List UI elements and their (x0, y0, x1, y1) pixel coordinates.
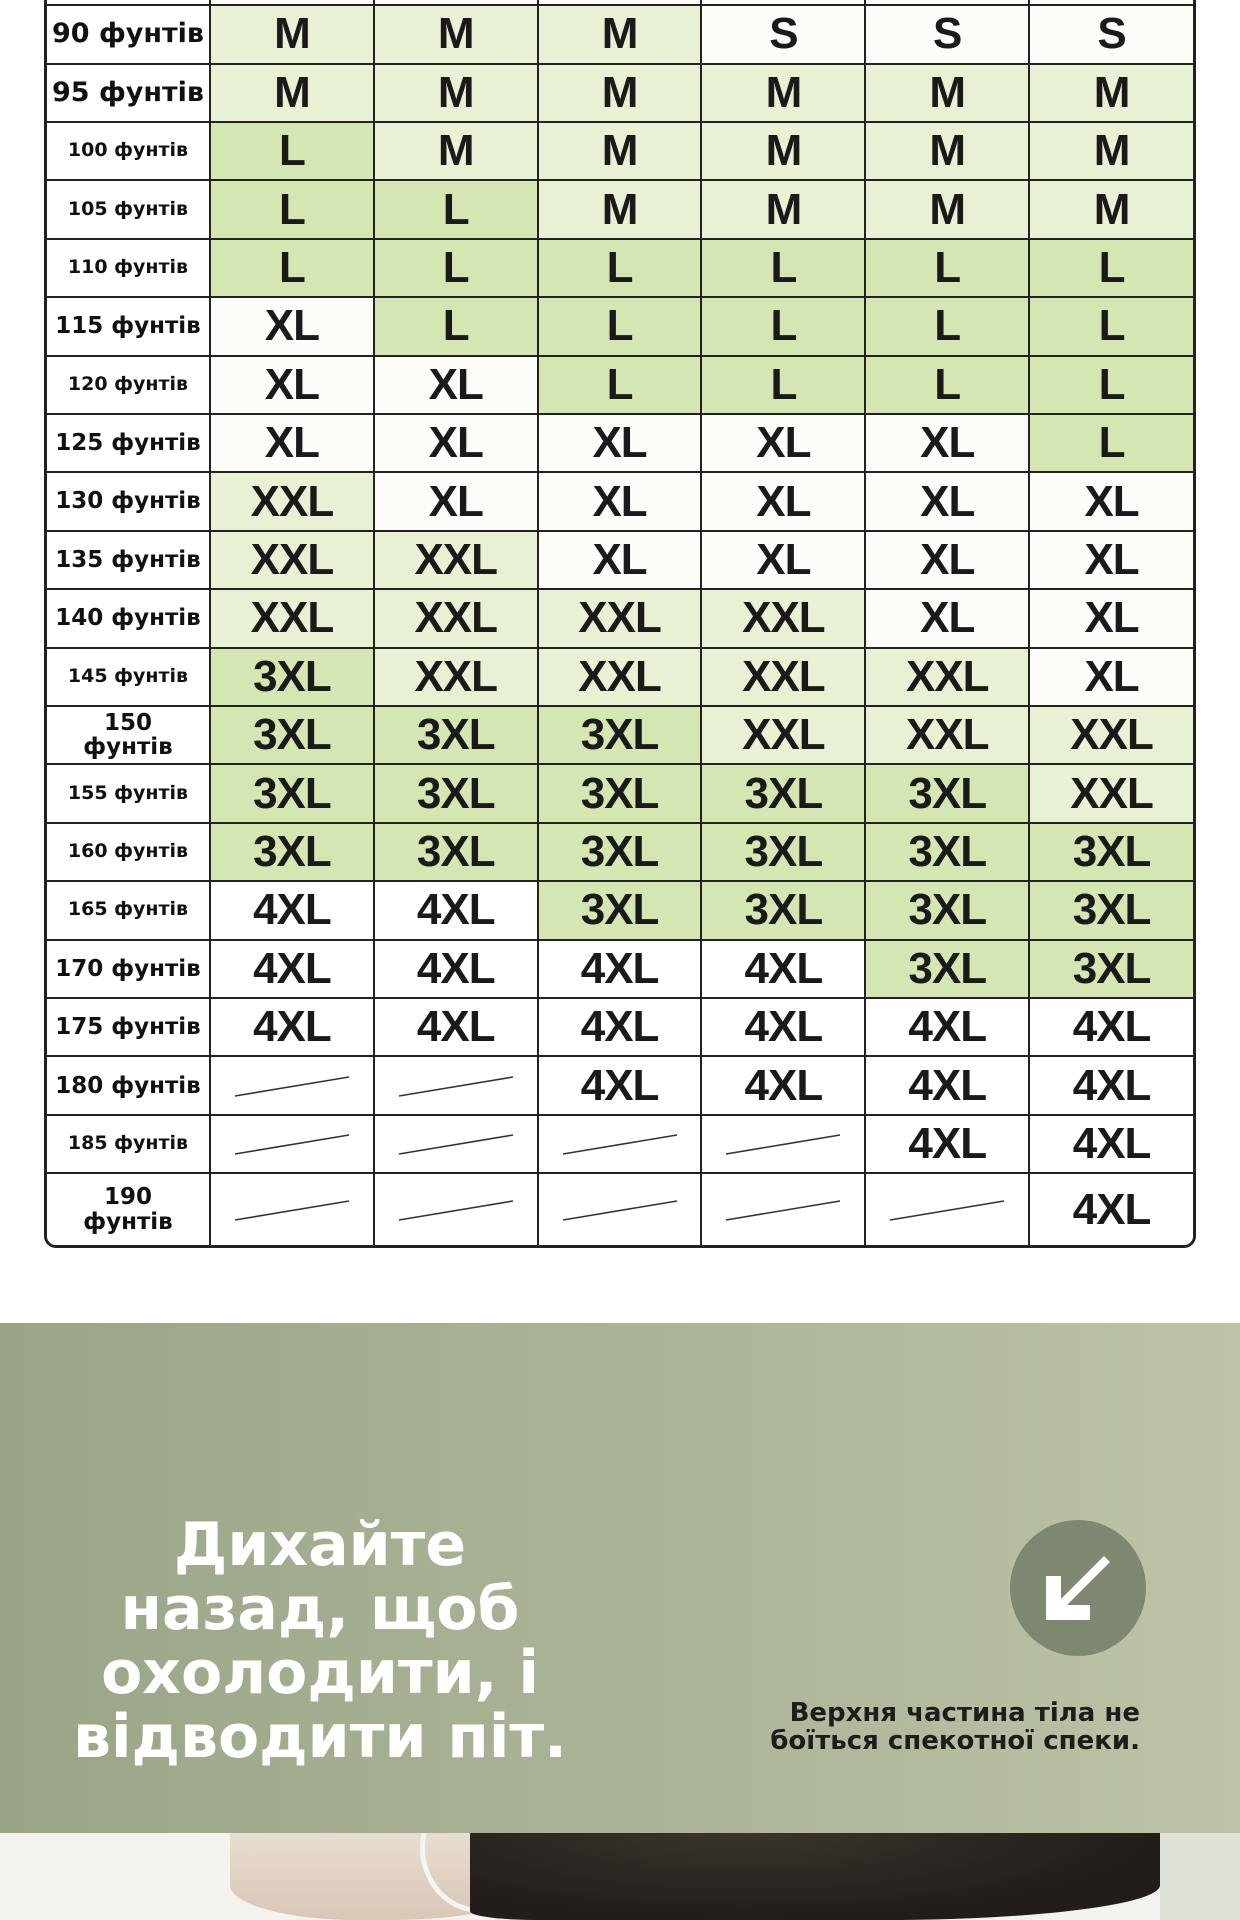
table-row (47, 180, 1193, 238)
size-value: XXL (701, 706, 865, 764)
size-value: L (374, 297, 538, 355)
size-value: 4XL (1029, 1173, 1193, 1245)
size-value: S (865, 5, 1029, 63)
size-value: XL (1029, 472, 1193, 530)
size-value: L (374, 239, 538, 297)
not-available-slash (210, 1056, 374, 1114)
not-available-slash (210, 1115, 374, 1173)
size-value: L (1029, 239, 1193, 297)
size-value: M (701, 122, 865, 180)
size-value: 4XL (210, 881, 374, 939)
size-value: L (538, 356, 702, 414)
size-value: XL (210, 297, 374, 355)
size-value: XXL (210, 531, 374, 589)
size-value: XL (374, 472, 538, 530)
size-value: 4XL (538, 998, 702, 1056)
table-row (47, 531, 1193, 589)
size-value: XL (538, 472, 702, 530)
table-row (47, 414, 1193, 472)
size-value: 4XL (865, 1115, 1029, 1173)
size-value: 3XL (865, 881, 1029, 939)
size-value: XXL (210, 472, 374, 530)
weight-label: 95 фунтів (47, 64, 210, 122)
not-available-slash (538, 1115, 702, 1173)
size-value: 3XL (210, 823, 374, 881)
photo-background (1160, 1833, 1240, 1920)
size-value: M (538, 180, 702, 238)
size-value: 3XL (701, 881, 865, 939)
size-value: M (865, 180, 1029, 238)
size-value: XXL (1029, 764, 1193, 822)
size-value: 3XL (865, 823, 1029, 881)
size-value: 3XL (374, 823, 538, 881)
size-value: XL (1029, 648, 1193, 706)
promo-headline: Дихайте назад, щоб охолодити, і відводити піт. (73, 1510, 567, 1772)
size-value: 3XL (210, 706, 374, 764)
size-value: M (865, 122, 1029, 180)
not-available-slash (374, 1173, 538, 1245)
size-value: M (701, 180, 865, 238)
not-available-slash (701, 1173, 865, 1245)
weight-label: 110 фунтів (47, 239, 210, 297)
size-value: 3XL (865, 764, 1029, 822)
size-value: 3XL (538, 764, 702, 822)
size-value: 3XL (538, 881, 702, 939)
size-value: L (538, 239, 702, 297)
table-row (47, 998, 1193, 1056)
size-value: XL (865, 531, 1029, 589)
size-value: M (1029, 180, 1193, 238)
size-value: 3XL (210, 648, 374, 706)
size-value: XXL (1029, 706, 1193, 764)
weight-label: 180 фунтів (47, 1056, 210, 1114)
size-value: XL (374, 356, 538, 414)
size-value: XL (210, 356, 374, 414)
size-value: L (701, 297, 865, 355)
size-value: 3XL (374, 706, 538, 764)
weight-label: 150 фунтів (47, 706, 210, 764)
size-value: XL (538, 414, 702, 472)
size-value: 3XL (701, 764, 865, 822)
table-row (47, 5, 1193, 63)
size-value: XXL (865, 648, 1029, 706)
size-value: 3XL (210, 764, 374, 822)
size-value: 4XL (1029, 1115, 1193, 1173)
size-value: XXL (865, 706, 1029, 764)
weight-label: 135 фунтів (47, 531, 210, 589)
size-value: 3XL (538, 706, 702, 764)
size-value: M (374, 64, 538, 122)
size-value: M (1029, 64, 1193, 122)
size-value: 4XL (374, 998, 538, 1056)
size-value: M (210, 5, 374, 63)
size-table (47, 0, 1193, 1245)
weight-label: 190 фунтів (47, 1173, 210, 1245)
size-value: 3XL (865, 940, 1029, 998)
size-value: L (865, 356, 1029, 414)
size-value: 3XL (374, 764, 538, 822)
size-value: 3XL (1029, 823, 1193, 881)
size-value: S (1029, 5, 1193, 63)
table-row (47, 1115, 1193, 1173)
table-row (47, 648, 1193, 706)
table-row (47, 881, 1193, 939)
size-value: 4XL (210, 998, 374, 1056)
table-row (47, 589, 1193, 647)
table-row (47, 239, 1193, 297)
size-value: L (701, 356, 865, 414)
weight-label: 130 фунтів (47, 472, 210, 530)
size-value: 4XL (538, 940, 702, 998)
weight-label: 90 фунтів (47, 5, 210, 63)
size-value: XL (210, 414, 374, 472)
not-available-slash (374, 1115, 538, 1173)
size-value: M (1029, 122, 1193, 180)
not-available-slash (210, 1173, 374, 1245)
size-value: XXL (701, 589, 865, 647)
size-value: XXL (538, 648, 702, 706)
size-value: L (538, 297, 702, 355)
size-value: L (1029, 297, 1193, 355)
size-value: L (374, 180, 538, 238)
table-row (47, 1173, 1193, 1245)
size-value: XL (865, 414, 1029, 472)
model-photo (0, 1833, 1240, 1920)
size-value: XL (538, 531, 702, 589)
weight-label: 160 фунтів (47, 823, 210, 881)
size-value: XL (701, 472, 865, 530)
weight-label: 100 фунтів (47, 122, 210, 180)
size-value: 4XL (865, 998, 1029, 1056)
size-value: XXL (210, 589, 374, 647)
size-value: M (210, 64, 374, 122)
size-value: M (374, 122, 538, 180)
weight-label: 115 фунтів (47, 297, 210, 355)
size-value: XXL (374, 589, 538, 647)
size-value: XL (374, 414, 538, 472)
arrow-down-left-icon (1010, 1520, 1146, 1656)
size-value: 4XL (1029, 1056, 1193, 1114)
table-row (47, 122, 1193, 180)
size-value: XL (1029, 531, 1193, 589)
size-value: 4XL (374, 940, 538, 998)
weight-label: 175 фунтів (47, 998, 210, 1056)
promo-banner (0, 1323, 1240, 1833)
size-value: L (210, 180, 374, 238)
size-value: M (538, 64, 702, 122)
size-value: 3XL (701, 823, 865, 881)
size-value: L (210, 122, 374, 180)
table-row (47, 764, 1193, 822)
size-value: L (1029, 356, 1193, 414)
size-value: 4XL (701, 1056, 865, 1114)
table-row (47, 1056, 1193, 1114)
size-chart (44, 0, 1196, 1248)
not-available-slash (865, 1173, 1029, 1245)
size-value: L (701, 239, 865, 297)
weight-label: 185 фунтів (47, 1115, 210, 1173)
weight-label: 145 фунтів (47, 648, 210, 706)
weight-label: 125 фунтів (47, 414, 210, 472)
table-row (47, 472, 1193, 530)
weight-label: 140 фунтів (47, 589, 210, 647)
size-value: XL (865, 472, 1029, 530)
size-value: L (210, 239, 374, 297)
size-value: L (1029, 414, 1193, 472)
not-available-slash (374, 1056, 538, 1114)
size-value: 4XL (538, 1056, 702, 1114)
size-value: M (374, 5, 538, 63)
size-value: L (865, 297, 1029, 355)
size-value: 3XL (1029, 940, 1193, 998)
size-value: M (865, 64, 1029, 122)
size-value: XL (701, 531, 865, 589)
size-value: XL (701, 414, 865, 472)
table-row (47, 297, 1193, 355)
table-row (47, 64, 1193, 122)
weight-label: 155 фунтів (47, 764, 210, 822)
size-value: 4XL (701, 998, 865, 1056)
weight-label: 165 фунтів (47, 881, 210, 939)
size-value: 4XL (865, 1056, 1029, 1114)
size-value: 4XL (701, 940, 865, 998)
size-value: XL (865, 589, 1029, 647)
weight-label: 120 фунтів (47, 356, 210, 414)
size-value: XL (1029, 589, 1193, 647)
weight-label: 105 фунтів (47, 180, 210, 238)
size-value: M (701, 64, 865, 122)
table-row (47, 823, 1193, 881)
table-row (47, 940, 1193, 998)
size-value: XXL (701, 648, 865, 706)
size-value: XXL (374, 648, 538, 706)
size-value: 4XL (374, 881, 538, 939)
weight-label: 170 фунтів (47, 940, 210, 998)
size-value: XXL (538, 589, 702, 647)
table-row (47, 706, 1193, 764)
photo-hair (470, 1833, 1160, 1920)
promo-subtitle: Верхня частина тіла не боїться спекотної спеки. (770, 1698, 1140, 1756)
size-value: M (538, 5, 702, 63)
table-row (47, 356, 1193, 414)
size-value: M (538, 122, 702, 180)
size-value: 3XL (1029, 881, 1193, 939)
size-value: 3XL (538, 823, 702, 881)
size-value: L (865, 239, 1029, 297)
size-value: 4XL (1029, 998, 1193, 1056)
size-value: XXL (374, 531, 538, 589)
not-available-slash (538, 1173, 702, 1245)
size-value: S (701, 5, 865, 63)
size-value: 4XL (210, 940, 374, 998)
not-available-slash (701, 1115, 865, 1173)
